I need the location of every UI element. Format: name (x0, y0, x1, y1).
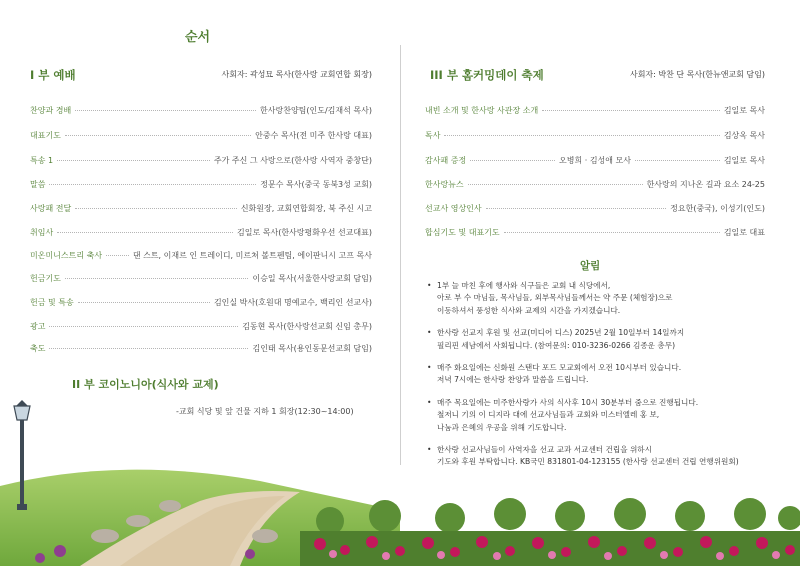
part1-program-row (30, 272, 372, 284)
dotted-leader (49, 348, 248, 349)
program-person: 김일로 목사(한사랑평화우선 선교대표) (237, 227, 372, 237)
program-person: 댄 스트, 이재르 인 트레이디, 미르쳐 볼트펜팀, 에이판니시 고프 목사 (132, 250, 372, 260)
dotted-leader (49, 326, 238, 327)
program-label: 축도 (30, 343, 46, 353)
program-label: 대표기도 (30, 130, 61, 140)
part1-program-row (30, 202, 372, 214)
dotted-leader (57, 160, 210, 161)
part1-program-row (30, 178, 372, 190)
program-person: 이승일 목사(서울한사랑교회 담임) (252, 273, 372, 283)
dotted-leader (635, 160, 720, 161)
program-person: 신화원장, 교회연합회장, 북 주신 시고 (240, 203, 372, 213)
dotted-leader (468, 184, 643, 185)
program-label: 헌금 및 특송 (30, 297, 74, 307)
notice-item: • 매주 화요일에는 신화원 스탠다 포드 모교회에서 오전 10시부터 있습니다. 저녁 7시에는 한사랑 찬양과 말씀을 드립니다. (425, 362, 770, 387)
program-person: 한사랑의 지나온 길과 요소 24-25 (646, 179, 765, 189)
program-label: 한사랑뉴스 (425, 179, 464, 189)
program-label: 찬양과 경배 (30, 105, 72, 115)
program-label: 헌금기도 (30, 273, 61, 283)
part1-program-row (30, 154, 372, 166)
program-person: 정문수 목사(중국 동북3성 교회) (260, 179, 372, 189)
program-person: 김일로 목사 (723, 105, 765, 115)
notice-item: • 1부 늘 마친 후에 행사와 식구들은 교회 내 식당에서, 아로 부 수 마님들, 목사님들, 외부목사님들께서는 약 주문 (체험장)으로 이동하셔서 풍성한 식사와 교제의 시간을 가지겠습니다. (425, 280, 770, 317)
program-label: 광고 (30, 321, 46, 331)
part1-program-row (30, 129, 372, 141)
notice-item: • 한사랑 선교지 후원 및 선교(미디어 디스) 2025년 2월 10일부터 14일까지 필리핀 세남에서 사회됩니다. (참여문의: 010-3236-0266 김종운 총무) (425, 327, 770, 352)
part3-heading: III 부 홈커밍데이 축제 (430, 68, 544, 82)
program-label: 특송 1 (30, 155, 54, 165)
program-label: 합심기도 및 대표기도 (425, 227, 500, 237)
program-person: 안중수 목사(전 미주 한사랑 대표) (255, 130, 372, 140)
part3-program-row (425, 104, 765, 116)
part3-program-row (425, 202, 765, 214)
program-person: 김일로 목사 (723, 155, 765, 165)
part1-program-row (30, 320, 372, 332)
part1-program-row (30, 342, 372, 354)
program-person: 주가 주신 그 사랑으로(한사랑 사역자 중창단) (213, 155, 372, 165)
program-label: 독사 (425, 130, 441, 140)
notice-title: 알림 (580, 260, 601, 272)
dotted-leader (542, 110, 720, 111)
part1-heading: I 부 예배 (30, 68, 76, 82)
notice-item: • 한사랑 선교사님들이 사역자을 선교 교과 서교센터 건립을 위하시 기도와 후원 부탁합니다. KB국민 831801-04-123155 (한사랑 선교센터 건립 연행위원회) (425, 444, 770, 469)
part3-program-row (425, 226, 765, 238)
lamp-post-illustration (10, 400, 34, 510)
program-label: 사랑패 전달 (30, 203, 72, 213)
program-label: 말씀 (30, 179, 46, 189)
program-person: 김동현 목사(한사랑선교회 신임 총무) (242, 321, 372, 331)
page-title: 순서 (185, 30, 211, 45)
program-person: 정요한(중국), 이성기(인도) (670, 203, 765, 213)
dotted-leader (78, 302, 210, 303)
part1-host: 사회자: 곽성묘 목사(한사랑 교회연합 회장) (221, 70, 372, 79)
program-label: 감사패 증정 (425, 155, 467, 165)
part1-program-row (30, 226, 372, 238)
part3-program-row (425, 178, 765, 190)
column-divider (400, 45, 401, 465)
dotted-leader (57, 232, 233, 233)
dotted-leader (486, 208, 667, 209)
part2-heading: II 부 코이노니아(식사와 교제) (72, 378, 219, 391)
program-label: 미온미니스트리 축사 (30, 250, 103, 260)
program-label: 취임사 (30, 227, 54, 237)
program-person: 김일로 대표 (723, 227, 765, 237)
dotted-leader (504, 232, 720, 233)
dotted-leader (106, 255, 129, 256)
dotted-leader (75, 110, 256, 111)
garden-illustration (0, 426, 800, 566)
part2-sub: -교회 식당 및 앞 건물 지하 1 회장(12:30~14:00) (176, 407, 354, 416)
dotted-leader (49, 184, 256, 185)
program-recipients: 오병희 · 김성애 모사 (559, 155, 631, 165)
dotted-leader (444, 135, 719, 136)
dotted-leader (65, 278, 249, 279)
dotted-leader (75, 208, 237, 209)
part1-program-row (30, 249, 372, 261)
program-label: 내빈 소개 및 한사랑 사관장 소개 (425, 105, 539, 115)
part3-program-row (425, 129, 765, 141)
program-person: 한사랑찬양팀(인도/김재석 목사) (260, 105, 372, 115)
dotted-leader (65, 135, 251, 136)
program-person: 김인실 박사(호원대 명예교수, 백리인 선교사) (213, 297, 372, 307)
notice-item: • 매주 목요일에는 미주한사랑가 사의 식사후 10시 30분부터 줌으로 진행됩니다. 철저니 기의 이 디지라 대에 선교사님들과 교회와 미스터엘레 홍 보, 나눔과 은혜의 우공을 위해 기도합니다. (425, 397, 770, 434)
part3-program-row (425, 154, 765, 166)
part3-host: 사회자: 박찬 단 목사(한뉴앤교회 담임) (629, 70, 765, 79)
program-label: 선교사 영상인사 (425, 203, 482, 213)
part1-program-row (30, 104, 372, 116)
dotted-leader (470, 160, 555, 161)
part1-program-row (30, 296, 372, 308)
program-person: 김상옥 목사 (723, 130, 765, 140)
program-person: 김인태 목사(용인동문선교회 담임) (252, 343, 372, 353)
